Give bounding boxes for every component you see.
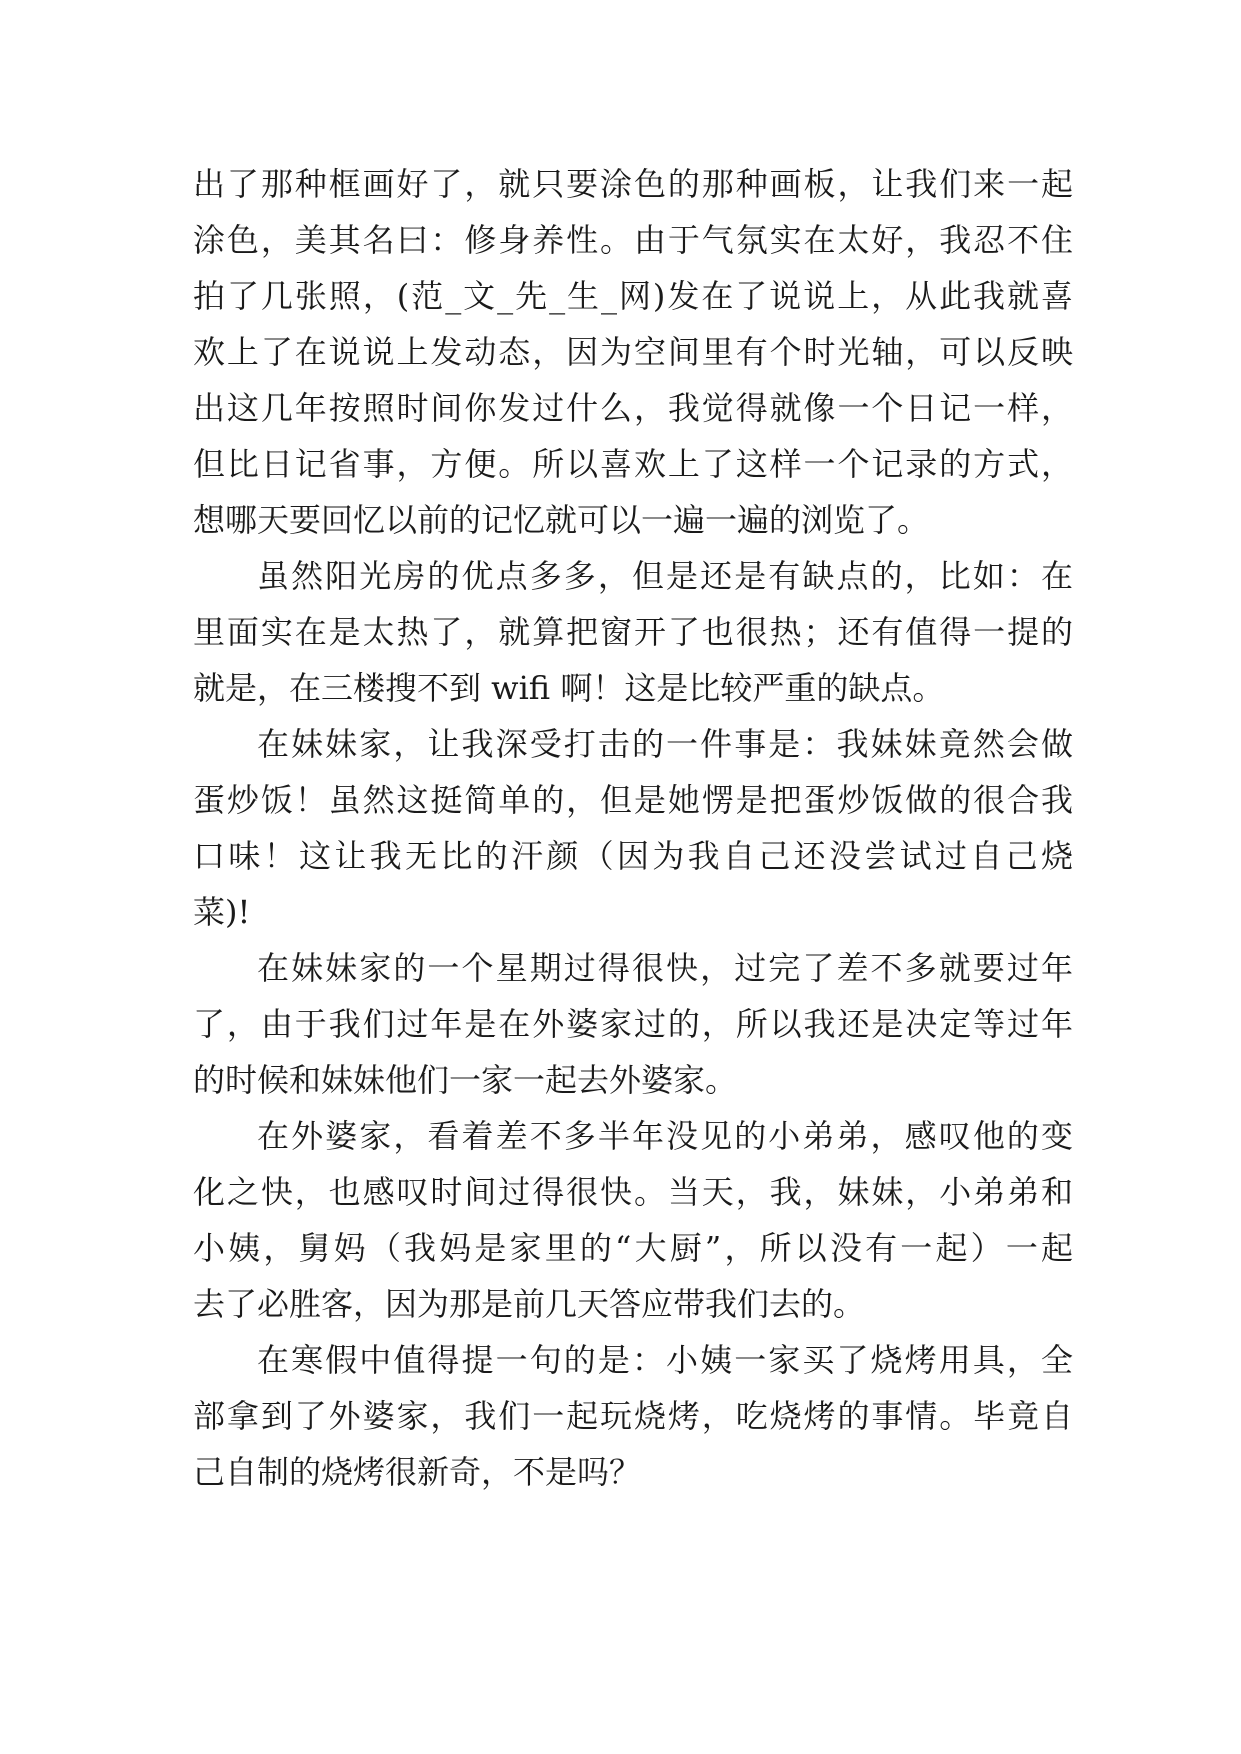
text-line: 涂色，美其名曰：修身养性。由于气氛实在太好，我忍不住: [193, 221, 1073, 259]
text-line: 化之快，也感叹时间过得很快。当天，我，妹妹，小弟弟和: [193, 1173, 1073, 1211]
text-line: 部拿到了外婆家，我们一起玩烧烤，吃烧烤的事情。毕竟自: [193, 1397, 1073, 1435]
text-line: 拍了几张照，(范_文_先_生_网)发在了说说上，从此我就喜: [193, 277, 1073, 315]
text-line: 但比日记省事，方便。所以喜欢上了这样一个记录的方式，: [193, 445, 1073, 483]
text-line: 己自制的烧烤很新奇，不是吗？: [193, 1453, 642, 1491]
text-line: 在妹妹家，让我深受打击的一件事是：我妹妹竟然会做: [257, 725, 1073, 763]
text-line: 了，由于我们过年是在外婆家过的，所以我还是决定等过年: [193, 1005, 1073, 1043]
text-line: 虽然阳光房的优点多多，但是还是有缺点的，比如：在: [257, 557, 1073, 595]
text-line: 在外婆家，看着差不多半年没见的小弟弟，感叹他的变: [257, 1117, 1073, 1155]
text-line: 里面实在是太热了，就算把窗开了也很热；还有值得一提的: [193, 613, 1073, 651]
text-line: 在妹妹家的一个星期过得很快，过完了差不多就要过年: [257, 949, 1073, 987]
text-line: 口味！这让我无比的汗颜（因为我自己还没尝试过自己烧: [193, 837, 1073, 875]
text-line: 菜)!: [193, 893, 251, 931]
text-line: 的时候和妹妹他们一家一起去外婆家。: [193, 1061, 738, 1099]
text-line: 欢上了在说说上发动态，因为空间里有个时光轴，可以反映: [193, 333, 1073, 371]
document-body: [193, 156, 1073, 1500]
text-line: 去了必胜客，因为那是前几天答应带我们去的。: [193, 1285, 866, 1323]
text-line: 就是，在三楼搜不到 wifi 啊！这是比较严重的缺点。: [193, 669, 945, 707]
text-line: 出了那种框画好了，就只要涂色的那种画板，让我们来一起: [193, 165, 1073, 203]
text-line: 在寒假中值得提一句的是：小姨一家买了烧烤用具，全: [257, 1341, 1073, 1379]
text-line: 蛋炒饭！虽然这挺简单的，但是她愣是把蛋炒饭做的很合我: [193, 781, 1073, 819]
text-line: 小姨，舅妈（我妈是家里的“大厨”，所以没有一起）一起: [193, 1229, 1073, 1267]
text-line: 想哪天要回忆以前的记忆就可以一遍一遍的浏览了。: [193, 501, 930, 539]
text-line: 出这几年按照时间你发过什么，我觉得就像一个日记一样，: [193, 389, 1073, 427]
